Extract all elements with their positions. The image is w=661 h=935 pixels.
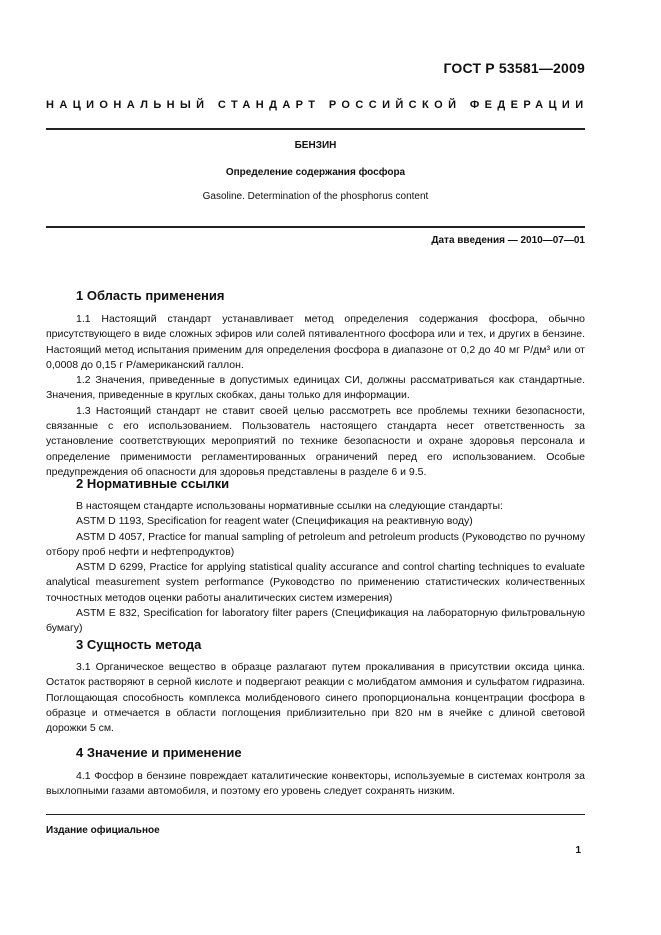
section-heading: 2 Нормативные ссылки [76, 476, 230, 491]
section-heading: 3 Сущность метода [76, 637, 202, 652]
reference-item: ASTM D 4057, Practice for manual sampling of petroleum and petroleum products (Руководство по ручному отбору проб нефти и нефтепродуктов) [46, 530, 585, 558]
standard-subtitle-ru: Определение содержания фосфора [225, 167, 406, 178]
paragraph: 3.1 Органическое вещество в образце разлагают путем прокаливания в присутствии оксида цинка. Остаток растворяют в серной кислоте и подвергают реакции с молибдатом аммония и сульфатом гидразина. Поглощающая способность комплекса молибденового синего пропорциональна концентрации фосфора в образце и отмечается в области поглощения приблизительно при 820 нм в ячейке с длиной световой дорожки 5 см. [46, 661, 585, 735]
top-rule [46, 128, 585, 130]
title-bottom-rule [46, 226, 585, 228]
document-code: ГОСТ Р 53581—2009 [443, 60, 585, 76]
paragraph: В настоящем стандарте использованы нормативные ссылки на следующие стандарты: [76, 500, 503, 512]
page-number: 1 [575, 845, 581, 856]
national-standard-banner: НАЦИОНАЛЬНЫЙ СТАНДАРТ РОССИЙСКОЙ ФЕДЕРАЦИИ [46, 99, 589, 111]
paragraph: 4.1 Фосфор в бензине повреждает каталитические конвекторы, используемые в системах контроля за выхлопными газами автомобиля, и поэтому его уровень следует сохранять низким. [46, 770, 585, 798]
section-body [46, 499, 585, 637]
section-heading: 1 Область применения [76, 288, 225, 303]
section-body [46, 769, 585, 800]
edition-label: Издание официальное [46, 825, 160, 836]
section-heading: 4 Значение и применение [76, 745, 242, 760]
paragraph: 1.1 Настоящий стандарт устанавливает метод определения содержания фосфора, обычно присутствующего в виде сложных эфиров или солей пятивалентного фосфора или и тех, и других в бензине. Настоящий метод испытания применим для определения фосфора в диапазоне от 0,2 до 40 мг Р/дм³ или от 0,0008 до 0,15 г Р/американский галлон. [46, 313, 585, 371]
reference-item: ASTM D 1193, Specification for reagent water (Спецификация на реактивную воду) [76, 515, 473, 528]
standard-title: БЕНЗИН [294, 140, 337, 151]
section-body [46, 312, 585, 480]
standard-subtitle-en: Gasoline. Determination of the phosphorus content [202, 191, 429, 202]
paragraph: 1.2 Значения, приведенные в допустимых единицах СИ, должны рассматриваться как стандартные. Значения, приведенные в круглых скобках, даны только для информации. [46, 374, 585, 402]
reference-item: ASTM D 6299, Practice for applying statistical quality accurance and control charting techniques to evaluate analytical measurement system performance (Руководство по применению статистических количественных точностных методов оценки работы аналитических систем измерения) [46, 561, 585, 604]
section-body [46, 660, 585, 736]
footer-rule [46, 814, 585, 815]
reference-item: ASTM E 832, Specification for laboratory filter papers (Спецификация на лабораторную фильтровальную бумагу) [46, 607, 585, 635]
paragraph: 1.3 Настоящий стандарт не ставит своей целью рассмотреть все проблемы техники безопасности, связанные с его использованием. Пользователь настоящего стандарта несет ответственность за установление соответствующих мероприятий по технике безопасности и охране здоровья персонала и определение применимости регламентированных ограничений перед его использованием. Особые предупреждения об опасности для здоровья представлены в разделе 6 и 9.5. [46, 404, 585, 478]
introduction-date: Дата введения — 2010—07—01 [431, 235, 585, 246]
